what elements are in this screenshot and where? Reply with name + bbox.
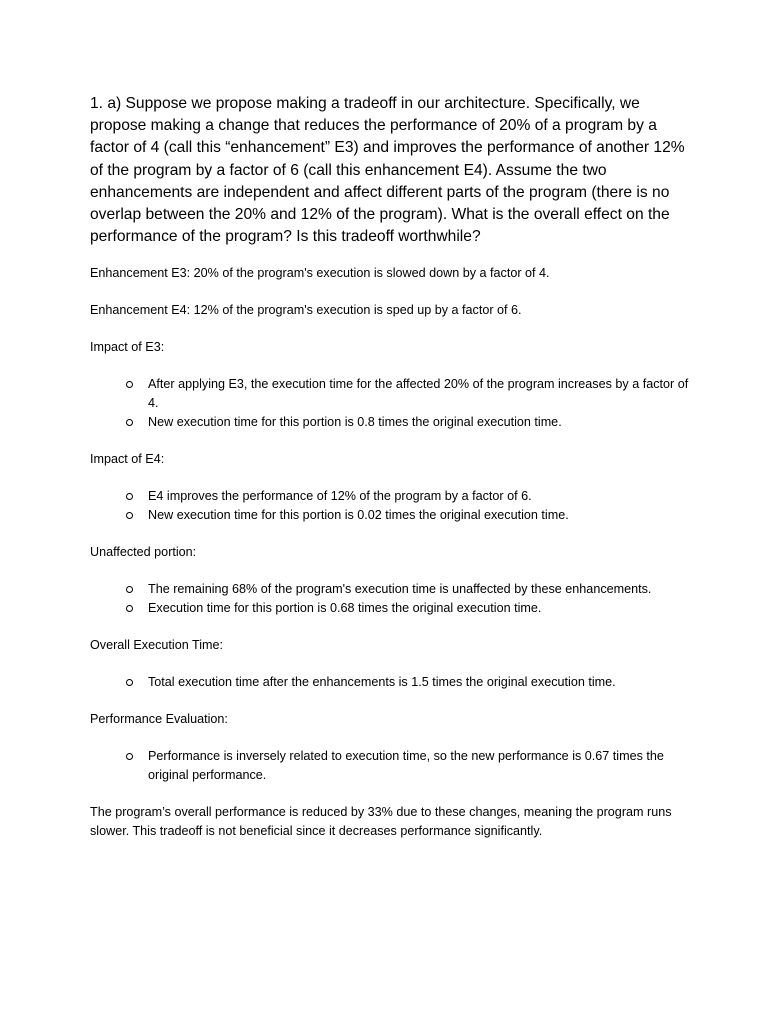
list-item: [148, 673, 690, 692]
hollow-circle-bullet-icon: [126, 506, 133, 525]
list-item: [148, 580, 690, 599]
hollow-circle-bullet-icon: [126, 375, 133, 394]
hollow-circle-bullet-icon: [126, 673, 133, 692]
list-item: [148, 747, 690, 785]
list-item: [148, 375, 690, 413]
list-item-text: Performance is inversely related to execution time, so the new performance is 0.67 times the original performance.: [148, 749, 664, 783]
bullet-list-overall-time: [90, 673, 690, 692]
list-item: [148, 599, 690, 618]
section-heading-impact-e4: Impact of E4:: [90, 452, 165, 467]
hollow-circle-bullet-icon: [126, 487, 133, 506]
document-page: [90, 93, 690, 841]
bullet-list-unaffected: [90, 580, 690, 618]
bullet-list-performance-evaluation: [90, 747, 690, 785]
list-item-text: Execution time for this portion is 0.68 times the original execution time.: [148, 601, 542, 616]
hollow-circle-bullet-icon: [126, 580, 133, 599]
conclusion-text: The program’s overall performance is reduced by 33% due to these changes, meaning the program runs slower. This tradeoff is not beneficial since it decreases performance significantly.: [90, 805, 672, 839]
hollow-circle-bullet-icon: [126, 413, 133, 432]
question-text: 1. a) Suppose we propose making a tradeoff in our architecture. Specifically, we propose making a change that reduces the performance of 20% of a program by a factor of 4 (call this “enhancement” E3) and improves the performance of another 12% of the program by a factor of 6 (call this enhancement E4). Assume the two enhancements are independent and affect different parts of the program (there is no overlap between the 20% and 12% of the program). What is the overall effect on the performance of the program? Is this tradeoff worthwhile?: [90, 95, 685, 246]
section-heading-performance-evaluation: Performance Evaluation:: [90, 712, 228, 727]
list-item-text: Total execution time after the enhancements is 1.5 times the original execution time.: [148, 675, 616, 690]
list-item-text: New execution time for this portion is 0.02 times the original execution time.: [148, 508, 569, 523]
section-heading-impact-e3: Impact of E3:: [90, 340, 165, 355]
section-heading-overall-time: Overall Execution Time:: [90, 638, 223, 653]
list-item: [148, 506, 690, 525]
enhancement-e3-text: Enhancement E3: 20% of the program's execution is slowed down by a factor of 4.: [90, 266, 550, 281]
list-item-text: After applying E3, the execution time for the affected 20% of the program increases by a factor of 4.: [148, 377, 689, 411]
list-item: [148, 487, 690, 506]
list-item-text: New execution time for this portion is 0.8 times the original execution time.: [148, 415, 562, 430]
enhancement-e4-text: Enhancement E4: 12% of the program's execution is sped up by a factor of 6.: [90, 303, 522, 318]
list-item-text: The remaining 68% of the program's execution time is unaffected by these enhancements.: [148, 582, 652, 597]
hollow-circle-bullet-icon: [126, 599, 133, 618]
list-item: [148, 413, 690, 432]
hollow-circle-bullet-icon: [126, 747, 133, 766]
bullet-list-impact-e3: [90, 375, 690, 432]
list-item-text: E4 improves the performance of 12% of the program by a factor of 6.: [148, 489, 532, 504]
section-heading-unaffected: Unaffected portion:: [90, 545, 197, 560]
bullet-list-impact-e4: [90, 487, 690, 525]
